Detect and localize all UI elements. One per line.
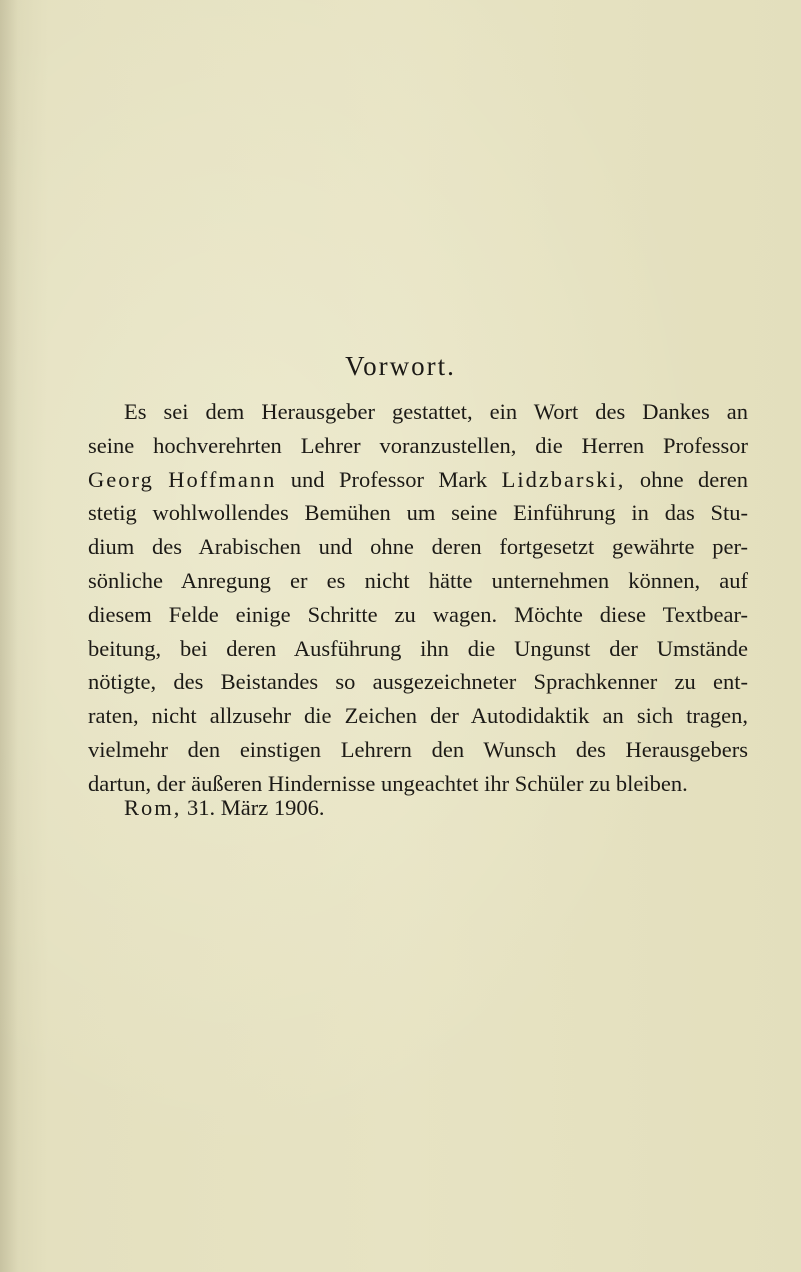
text-line: beitung, bei deren Ausführung ihn die Ungunst der Umstände [88, 635, 748, 661]
spine-shadow [0, 0, 18, 1272]
name-georg: Georg [88, 466, 154, 492]
text-line: nötigte, des Beistandes so ausgezeichneter Sprachkenner zu ent- [88, 669, 748, 695]
page-title: Vorwort. [345, 351, 456, 381]
text-line: diesem Felde einige Schritte zu wagen. Möchte diese Textbear- [88, 601, 748, 627]
text-line: sönliche Anregung er es nicht hätte unternehmen können, auf [88, 567, 748, 593]
text-line [88, 463, 748, 497]
text-line: Es sei dem Herausgeber gestattet, ein Wort des Dankes an [124, 399, 748, 424]
dateline-date: 31. März 1906. [187, 795, 325, 820]
text-line: dartun, der äußeren Hindernisse ungeachtet ihr Schüler zu bleiben. [88, 770, 688, 796]
text-line: raten, nicht allzusehr die Zeichen der Autodidaktik an sich tragen, [88, 703, 748, 729]
text-fragment: und Professor Mark [290, 466, 488, 492]
dateline-place: Rom, [124, 795, 182, 820]
text-line: seine hochverehrten Lehrer voranzustellen, die Herren Professor [88, 432, 748, 458]
name-hoffmann: Hoffmann [168, 466, 277, 492]
text-line: dium des Arabischen und ohne deren fortgesetzt gewährte per- [88, 534, 748, 560]
preface-paragraph [88, 395, 748, 801]
dateline [124, 791, 325, 825]
name-lidzbarski: Lidzbarski, [501, 466, 626, 492]
text-fragment: ohne deren [639, 466, 748, 492]
text-line: stetig wohlwollendes Bemühen um seine Einführung in das Stu- [88, 500, 748, 526]
text-line: vielmehr den einstigen Lehrern den Wunsch des Herausgebers [88, 736, 748, 762]
